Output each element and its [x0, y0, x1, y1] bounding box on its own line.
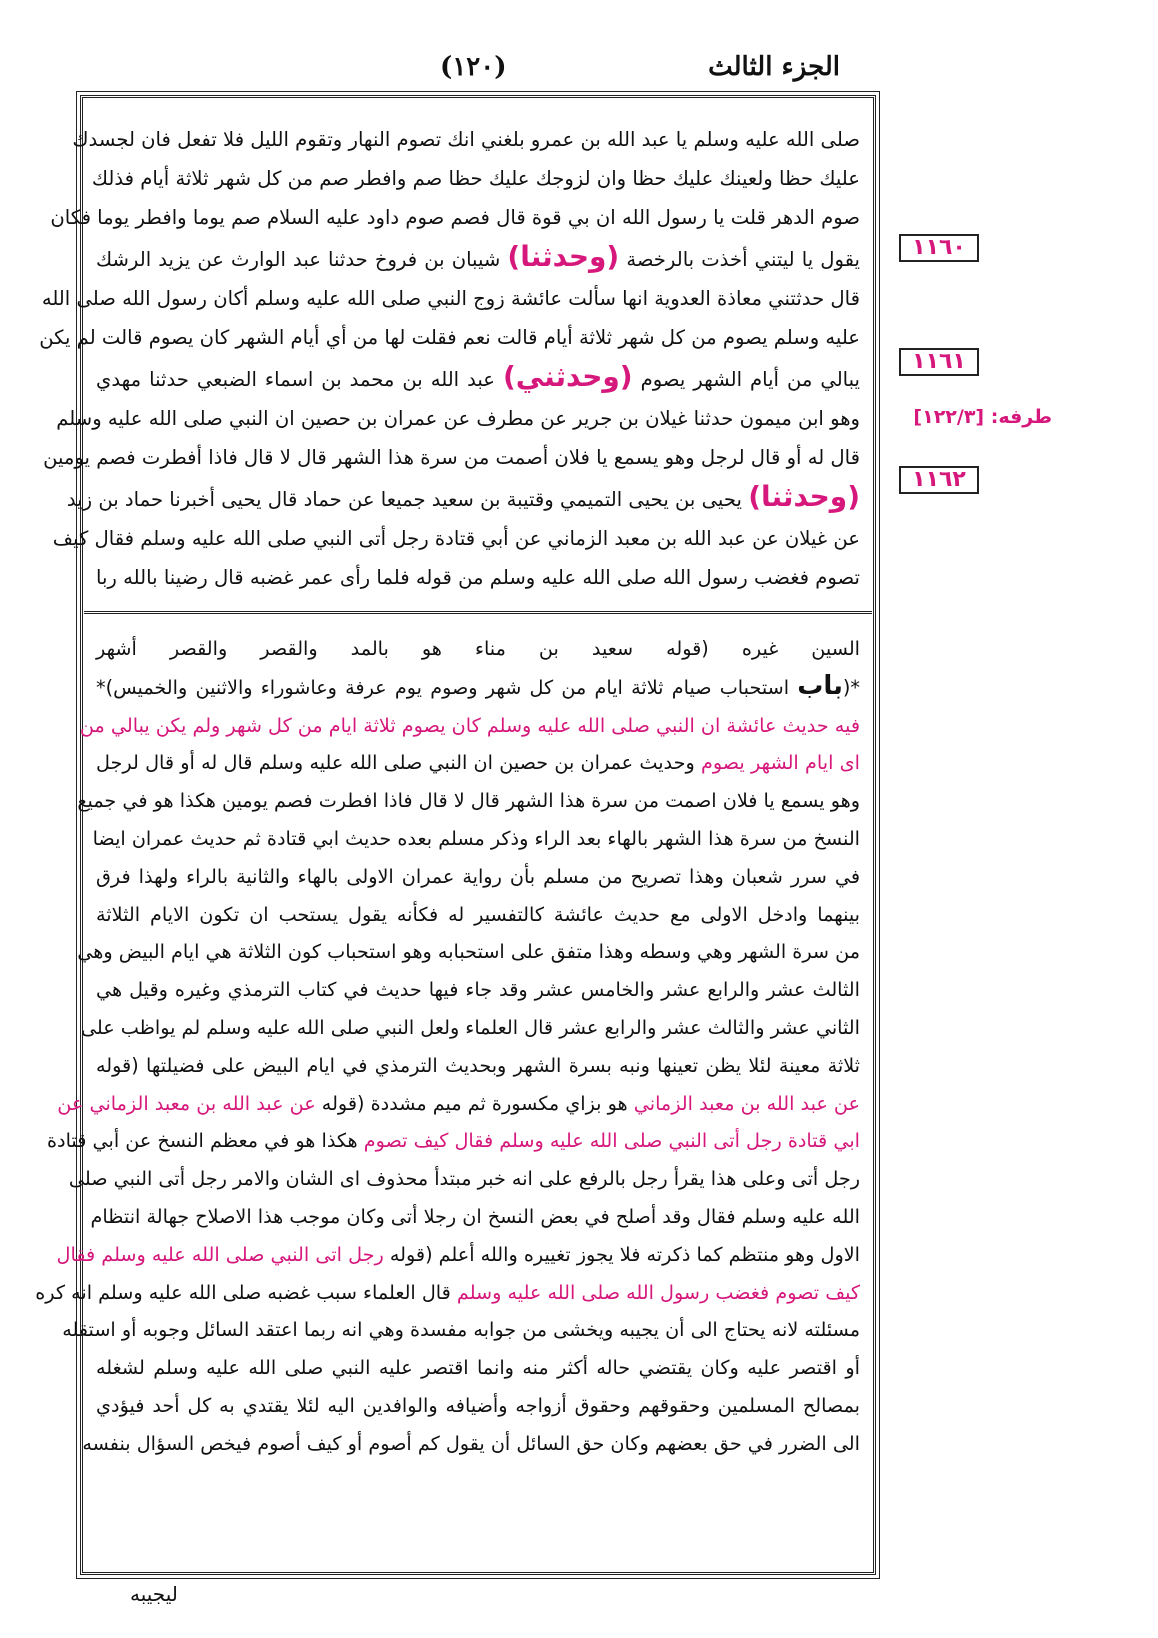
text-segment: من سرة الشهر وهي وسطه وهذا متفق على استحبابه وهو استحباب كون الثلاثة هي ايام البيض وهي [77, 940, 860, 964]
rubric-text: فيه حديث عائشة ان النبي صلى الله عليه وسلم كان يصوم ثلاثة ايام من كل شهر ولم يكن يبالي من [79, 713, 860, 737]
text-segment: تصوم فغضب رسول الله صلى الله عليه وسلم من قوله فلما رأى عمر غضبه قال رضينا بالله ربا [96, 566, 860, 589]
text-line [91, 159, 860, 198]
text-segment: السين غيره (قوله سعيد بن مناء هو بالمد والقصر والقصر أشهر [96, 637, 860, 660]
text-segment: يبالي من أيام الشهر يصوم [632, 368, 860, 391]
text-line [79, 707, 860, 745]
text-segment: قال العلماء سبب غضبه صلى الله عليه وسلم انه كره [35, 1280, 457, 1304]
rubric-text: كيف تصوم فغضب رسول الله صلى الله عليه وسلم [456, 1280, 860, 1304]
text-line [39, 318, 860, 357]
text-line [57, 1085, 860, 1123]
text-segment: الى الضرر في حق بعضهم وكان حق السائل أن يقول كم أصوم أو كيف أصوم فيخص السؤال بنفسه [82, 1431, 860, 1455]
text-line [90, 1198, 860, 1236]
page-number: (١٢٠) [440, 52, 507, 82]
text-line [80, 1009, 860, 1047]
text-line [96, 237, 860, 279]
hadith-text-block [39, 120, 860, 597]
page-header [0, 52, 1158, 92]
rubric-text: (وحدثني) [502, 360, 633, 393]
catchword: ليجيبه [130, 1582, 178, 1606]
text-segment: وهو ابن ميمون حدثنا غيلان بن جرير عن مطرف عن عمران بن حصين ان النبي صلى الله عليه وسلم [56, 407, 860, 430]
hadith-number-1162: ١١٦٢ [899, 466, 979, 494]
text-segment: بمصالح المسلمين وحقوقهم وحقوق أزواجه وأضيافه والوافدين اليه لئلا يقتدي به كل أحد فيؤدي [96, 1393, 860, 1417]
text-line [96, 1047, 860, 1085]
text-segment: عن غيلان عن عبد الله بن معبد الزماني عن أبي قتادة رجل أتى النبي صلى الله عليه وسلم فقال كيف [52, 527, 860, 550]
text-line [41, 279, 860, 318]
text-line [96, 744, 860, 782]
text-segment: باب [797, 670, 843, 701]
frame-divider [84, 611, 872, 614]
text-segment: الثالث عشر والرابع عشر والخامس عشر وقد جاء فيها حديث في كتاب الترمذي وغيره وقيل هي [96, 978, 860, 1002]
text-segment: وحديث عمران بن حصين ان النبي صلى الله عليه وسلم قال له أو قال لرجل [96, 751, 701, 775]
text-line [52, 519, 860, 558]
commentary-block [35, 630, 860, 1463]
text-line [96, 896, 860, 934]
text-segment: رجل أتى وعلى هذا يقرأ رجل بالرفع على انه خبر مبتدأ محذوف اى الشان والامر رجل أتى النبي صلى [68, 1167, 860, 1191]
text-segment: وهو يسمع يا فلان اصمت من سرة هذا الشهر قال لا قال فاذا افطرت فصم يومين هكذا هو في جميع [77, 789, 860, 813]
text-segment: صوم الدهر قلت يا رسول الله ان بي قوة قال فصم صوم داود عليه السلام صم يوما وافطر يوما فكان [50, 206, 860, 229]
text-segment: الله عليه وسلم فقال وقد أصلح في بعض النسخ ان رجلا أتى وكان موجب هذا الاصلاح جهالة انتظام [90, 1204, 860, 1228]
text-line [77, 782, 860, 820]
text-line [35, 1274, 860, 1312]
text-line [68, 1160, 860, 1198]
text-line [56, 1236, 860, 1274]
text-segment: *( [842, 675, 860, 699]
cross-reference: طرفه: [١٢٢/٣] [913, 406, 1052, 428]
text-segment: الثاني عشر والثالث عشر والرابع عشر قال العلماء ولعل النبي صلى الله عليه وسلم لم يواظب على [80, 1015, 860, 1039]
text-line [92, 820, 860, 858]
text-segment: الاول وهو منتظم كما ذكرته فلا يجوز تغييره والله أعلم (قوله [383, 1242, 860, 1266]
text-line [72, 120, 860, 159]
part-title: الجزء الثالث [708, 52, 840, 82]
text-line [82, 1425, 860, 1463]
text-line [96, 558, 860, 597]
text-segment: أو اقتصر عليه وكان يقتضي حاله أكثر منه وانما اقتصر عليه النبي صلى الله عليه وسلم لشغله [96, 1356, 860, 1380]
hadith-number-1161: ١١٦١ [899, 348, 979, 376]
text-segment: هكذا هو في معظم النسخ عن أبي قتادة [46, 1129, 364, 1153]
text-segment: عبد الله بن محمد بن اسماء الضبعي حدثنا مهدي [96, 368, 503, 391]
text-segment: في سرر شعبان وهذا تصريح من مسلم بأن رواية عمران الاولى بالهاء والثانية بالراء ولهذا فرق [96, 864, 860, 888]
text-segment: قال له أو قال لرجل وهو يسمع يا فلان أصمت من سرة هذا الشهر قال لا قال فاذا أفطرت فصم يومين [43, 446, 860, 469]
text-line [96, 1387, 860, 1425]
text-line [56, 399, 860, 438]
text-line [62, 1311, 860, 1349]
text-segment: هو بزاي مكسورة ثم ميم مشددة (قوله [315, 1091, 634, 1115]
text-segment: استحباب صيام ثلاثة ايام من كل شهر وصوم يوم عرفة وعاشوراء والاثنين والخميس)* [96, 675, 798, 699]
rubric-text: (وحدثنا) [748, 480, 860, 513]
text-segment: صلى الله عليه وسلم يا عبد الله بن عمرو بلغني انك تصوم النهار وتقوم الليل فلا تفعل فان لجسدك [72, 128, 860, 151]
text-line [96, 357, 860, 399]
text-line [96, 1349, 860, 1387]
text-segment: عليه وسلم يصوم من كل شهر ثلاثة أيام قالت نعم فقلت لها من أي أيام الشهر كان يصوم قالت لم يكن [39, 326, 860, 349]
text-segment: النسخ من سرة هذا الشهر بالهاء بعد الراء وذكر مسلم بعده حديث ابي قتادة ثم حديث عمران ايضا [92, 826, 860, 850]
rubric-text: اى ايام الشهر يصوم [701, 751, 860, 775]
text-line [50, 198, 860, 237]
text-segment: يقول يا ليتني أخذت بالرخصة [619, 248, 860, 271]
text-line [46, 1122, 860, 1160]
text-segment: قال حدثتني معاذة العدوية انها سألت عائشة زوج النبي صلى الله عليه وسلم أكان رسول الله صلى الله [41, 287, 860, 310]
text-line [96, 858, 860, 896]
text-segment: مسئلته لانه يحتاج الى أن يجيبه ويخشى من جوابه مفسدة وهي انه ربما اعتقد السائل وجوبه أو استقله [62, 1318, 860, 1342]
text-line [96, 630, 860, 668]
rubric-text: عن عبد الله بن معبد الزماني [633, 1091, 860, 1115]
text-segment: ثلاثة معينة لئلا يظن تعينها ونبه بسرة الشهر وبحديث الترمذي في ايام البيض على فضيلتها (قوله [96, 1053, 860, 1077]
rubric-text: ابي قتادة رجل أتى النبي صلى الله عليه وسلم فقال كيف تصوم [363, 1129, 860, 1153]
rubric-text: عن عبد الله بن معبد الزماني عن [57, 1091, 316, 1115]
text-line [66, 477, 860, 519]
text-segment: شيبان بن فروخ حدثنا عبد الوارث عن يزيد الرشك [96, 248, 508, 271]
text-line [96, 668, 860, 707]
text-line [77, 933, 860, 971]
rubric-text: (وحدثنا) [507, 240, 620, 273]
text-line [43, 438, 860, 477]
text-segment: يحيى بن يحيى التميمي وقتيبة بن سعيد جميعا عن حماد قال يحيى أخبرنا حماد بن زيد [66, 488, 749, 511]
hadith-number-1160: ١١٦٠ [899, 234, 979, 262]
text-line [96, 971, 860, 1009]
text-segment: بينهما وادخل الاولى مع حديث عائشة كالتفسير له فكأنه يقول يستحب ان تكون الايام الثلاثة [96, 902, 860, 926]
text-segment: عليك حظا ولعينك عليك حظا وان لزوجك عليك حظا صم وافطر صم من كل شهر ثلاثة أيام فذلك [91, 167, 860, 190]
rubric-text: رجل اتى النبي صلى الله عليه وسلم فقال [56, 1242, 384, 1266]
